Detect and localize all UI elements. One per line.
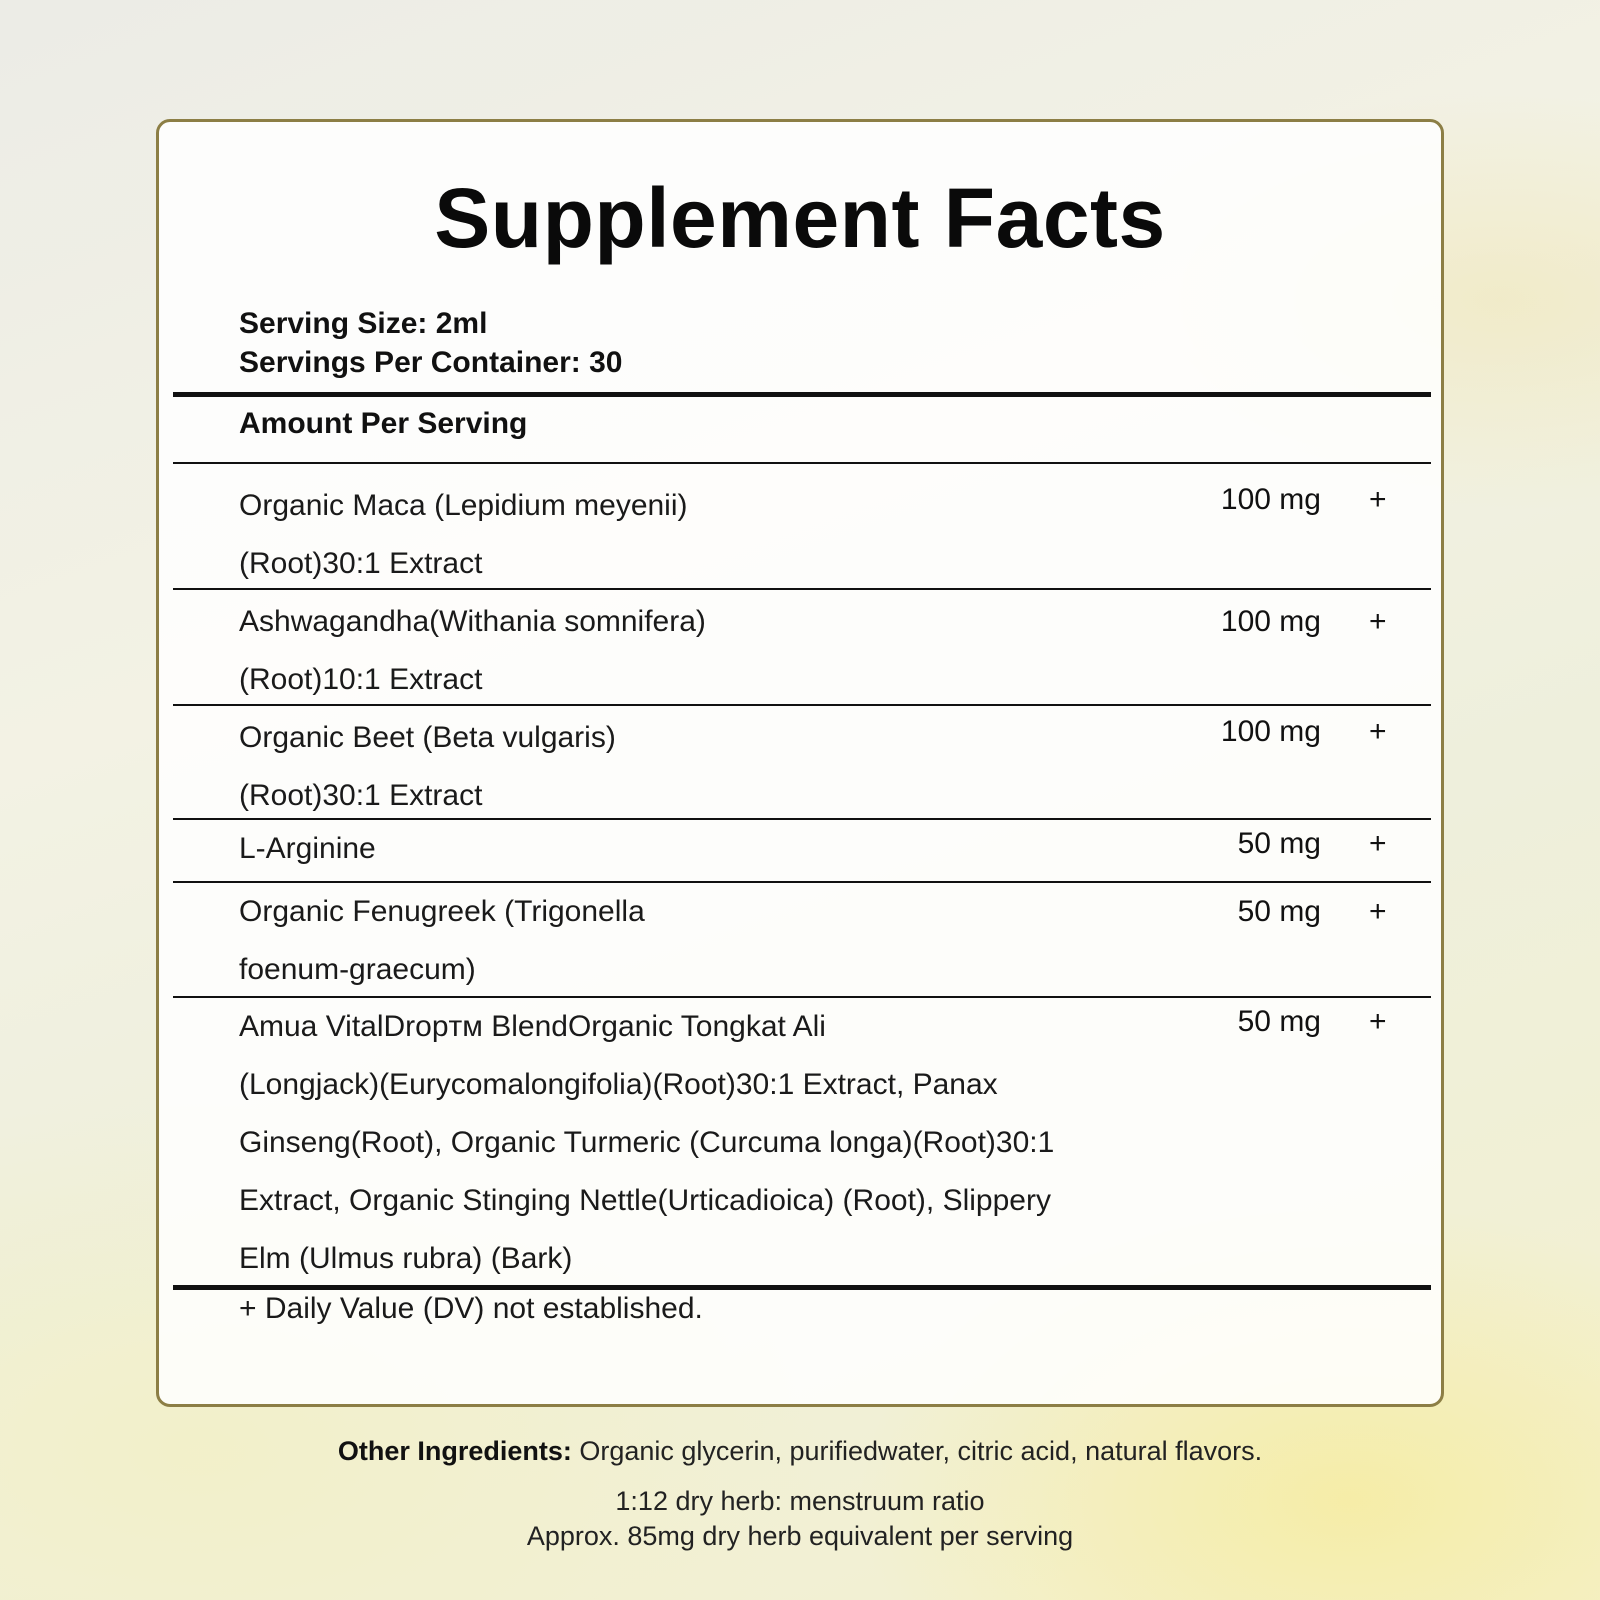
ingredient-amount: 100 mg <box>1220 483 1321 516</box>
divider-thick <box>173 1285 1431 1290</box>
ingredient-row <box>159 820 1441 880</box>
other-ingredients-label: Other Ingredients: <box>337 1436 572 1466</box>
ingredient-name: L-Arginine <box>239 832 376 865</box>
ingredient-amount: 50 mg <box>1237 1005 1321 1038</box>
ingredient-row <box>159 467 1441 585</box>
supplement-facts-panel <box>156 119 1444 1407</box>
ingredient-row <box>159 883 1441 997</box>
ingredient-amount: 100 mg <box>1220 605 1321 638</box>
dv-marker: + <box>1369 483 1387 516</box>
equivalent-note: Approx. 85mg dry herb equivalent per serving <box>526 1521 1074 1551</box>
dv-marker: + <box>1369 895 1387 928</box>
dv-marker: + <box>1369 715 1387 748</box>
ingredient-name: Ashwagandha(Withania somnifera) (Root)10:1 Extract <box>239 605 706 696</box>
ingredient-name: Amua VitalDropᴛᴍ BlendOrganic Tongkat Ali (Longjack)(Eurycomalongifolia)(Root)30:1 Extract, Panax Ginseng(Root), Organic Turmeric (Curcuma longa)(Root)30:1 Extract, Organic Stinging Nettle(Urticadioica) (Root), Slippery Elm (Ulmus rubra) (Bark) <box>239 1010 1055 1275</box>
dv-marker: + <box>1369 827 1387 860</box>
ratio-note: 1:12 dry herb: menstruum ratio <box>615 1486 985 1516</box>
ingredient-name: Organic Beet (Beta vulgaris) (Root)30:1 Extract <box>239 721 616 812</box>
ingredient-row <box>159 706 1441 820</box>
dv-marker: + <box>1369 605 1387 638</box>
ingredient-row <box>159 590 1441 704</box>
ingredient-row <box>159 998 1441 1288</box>
dv-footnote: + Daily Value (DV) not established. <box>239 1292 703 1325</box>
servings-per-container: Servings Per Container: 30 <box>239 346 623 379</box>
ingredient-amount: 50 mg <box>1237 895 1321 928</box>
serving-size: Serving Size: 2ml <box>239 307 488 340</box>
serving-info <box>239 304 622 382</box>
amount-per-serving-header: Amount Per Serving <box>239 407 528 440</box>
ingredient-name: Organic Fenugreek (Trigonella foenum-graecum) <box>239 895 645 986</box>
other-ingredients <box>0 1436 1600 1467</box>
divider <box>173 462 1431 464</box>
ingredient-amount: 100 mg <box>1220 715 1321 748</box>
dv-marker: + <box>1369 1005 1387 1038</box>
divider-thick <box>173 392 1431 397</box>
ingredient-name: Organic Maca (Lepidium meyenii) (Root)30:1 Extract <box>239 489 688 580</box>
other-ingredients-text: Organic glycerin, purifiedwater, citric acid, natural flavors. <box>571 1436 1263 1466</box>
ingredient-amount: 50 mg <box>1237 827 1321 860</box>
page-title: Supplement Facts <box>434 171 1166 265</box>
